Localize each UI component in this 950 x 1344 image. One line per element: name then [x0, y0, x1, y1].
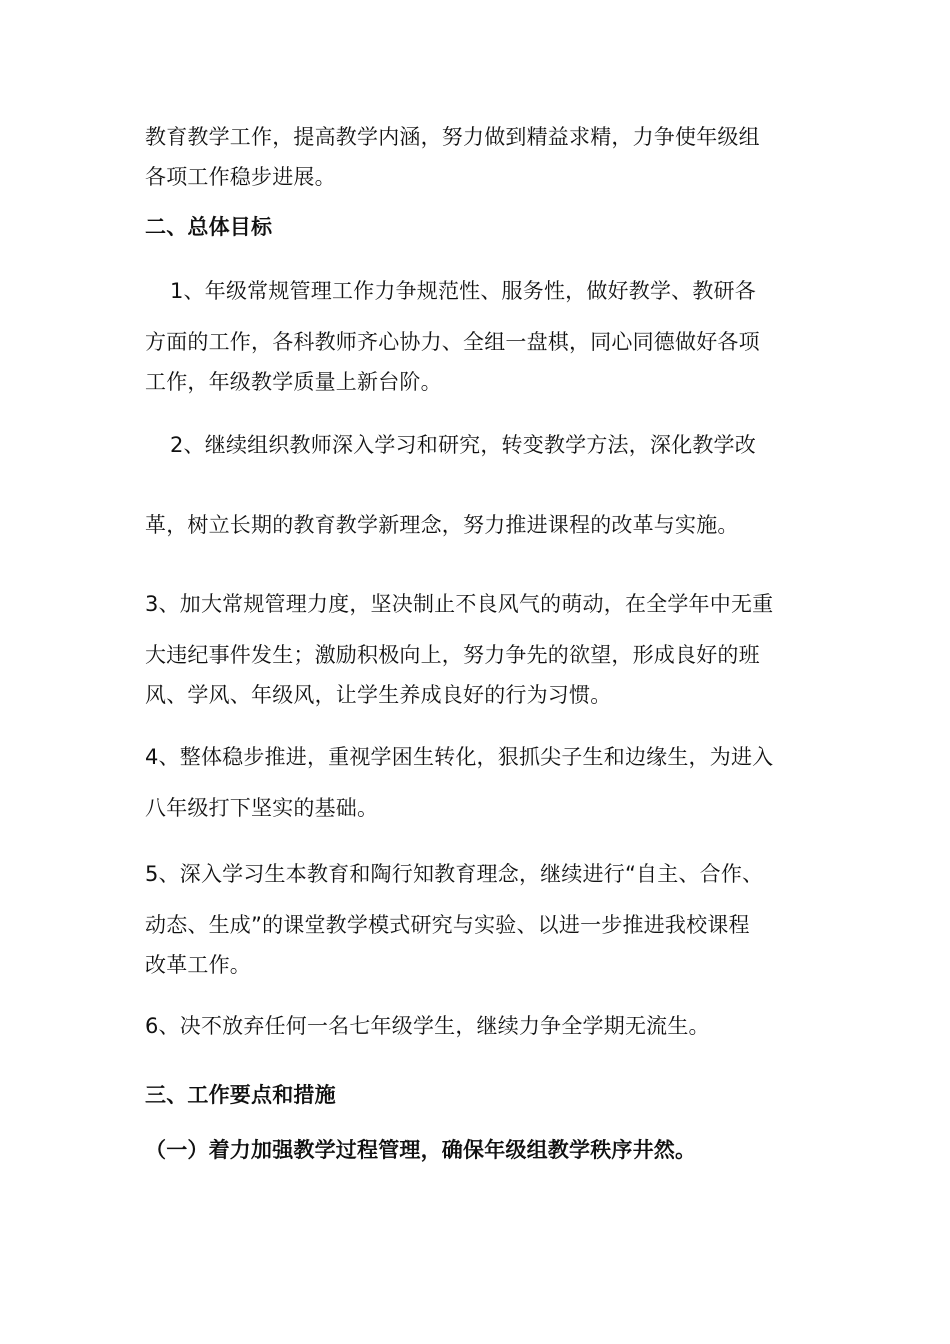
subsection-heading-1: （一）着力加强教学过程管理，确保年级组教学秩序井然。 [145, 1138, 697, 1162]
goal-1-line-2: 方面的工作，各科教师齐心协力、全组一盘棋，同心同德做好各项 [145, 330, 760, 354]
goal-3-line-3: 风、学风、年级风，让学生养成良好的行为习惯。 [145, 683, 612, 707]
intro-line-2: 各项工作稳步进展。 [145, 165, 336, 189]
goal-3-line-2: 大违纪事件发生；激励积极向上，努力争先的欲望，形成良好的班 [145, 643, 760, 667]
goal-4-line-1: 4、整体稳步推进，重视学困生转化，狠抓尖子生和边缘生，为进入 [145, 745, 774, 769]
goal-6-line-1: 6、决不放弃任何一名七年级学生，继续力争全学期无流生。 [145, 1014, 710, 1038]
goal-2-line-1: 2、继续组织教师深入学习和研究，转变教学方法，深化教学改 [170, 433, 756, 457]
goal-5-line-2: 动态、生成”的课堂教学模式研究与实验、以进一步推进我校课程 [145, 913, 750, 937]
goal-3-line-1: 3、加大常规管理力度，坚决制止不良风气的萌动，在全学年中无重 [145, 592, 774, 616]
section-heading-goals: 二、总体目标 [145, 215, 273, 239]
goal-4-line-2: 八年级打下坚实的基础。 [145, 796, 379, 820]
goal-2-line-2: 革，树立长期的教育教学新理念，努力推进课程的改革与实施。 [145, 513, 739, 537]
intro-line-1: 教育教学工作，提高教学内涵，努力做到精益求精，力争使年级组 [145, 125, 760, 149]
goal-5-line-3: 改革工作。 [145, 953, 251, 977]
goal-5-line-1: 5、深入学习生本教育和陶行知教育理念，继续进行“自主、合作、 [145, 862, 764, 886]
goal-1-line-1: 1、年级常规管理工作力争规范性、服务性，做好教学、教研各 [170, 279, 756, 303]
section-heading-measures: 三、工作要点和措施 [145, 1083, 336, 1107]
goal-1-line-3: 工作，年级教学质量上新台阶。 [145, 370, 442, 394]
